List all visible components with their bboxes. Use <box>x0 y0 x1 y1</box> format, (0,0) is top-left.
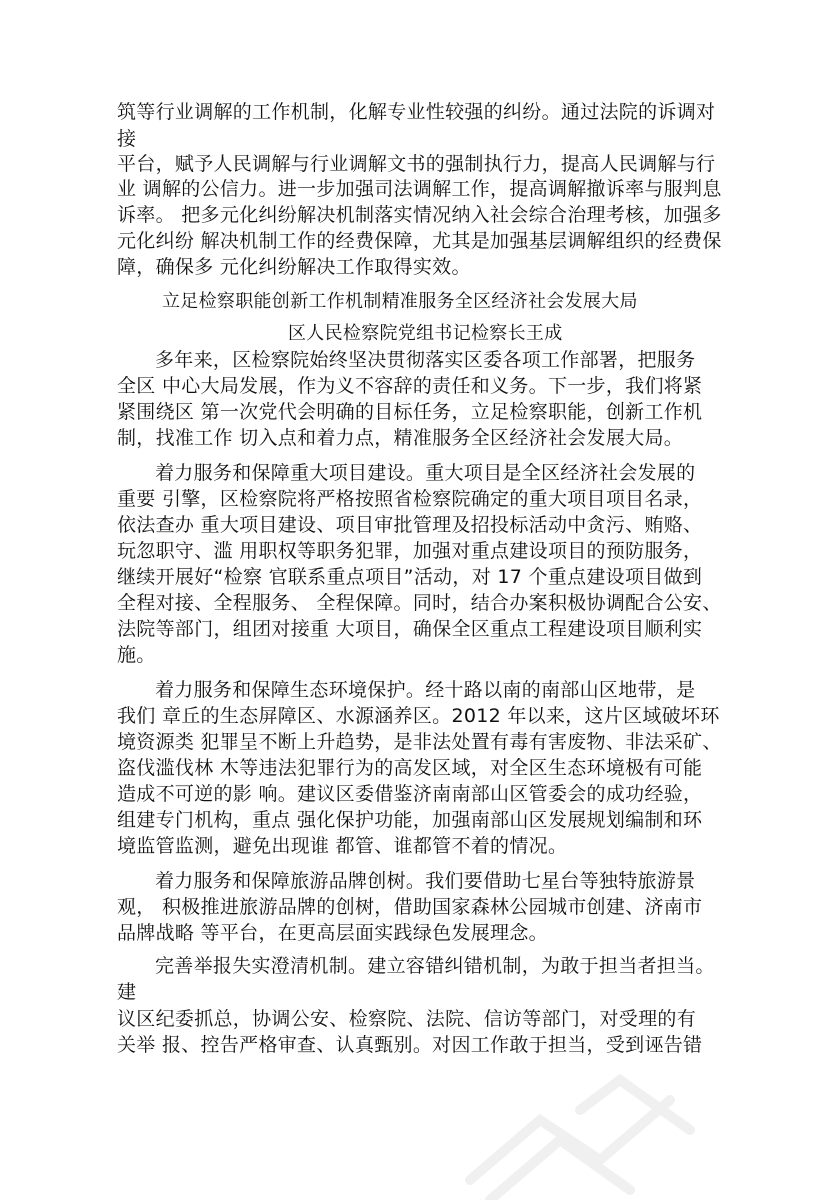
text-line: 境监管监测，避免出现谁 都管、谁都管不着的情况。 <box>117 835 568 857</box>
text-line: 障，确保多 元化纠纷解决工作取得实效。 <box>117 256 471 278</box>
text-line: 境资源类 犯罪呈不断上升趋势，是非法处置有毒有害废物、非法采矿、 <box>117 731 722 753</box>
text-line: 全区 中心大局发展，作为义不容辞的责任和义务。下一步，我们将紧 <box>117 375 703 397</box>
text-line: 元化纠纷 解决机制工作的经费保障，尤其是加强基层调解组织的经费保 <box>117 230 722 252</box>
text-line: 筑等行业调解的工作机制，化解专业性较强的纠纷。通过法院的诉调对 <box>117 101 716 123</box>
text-line: 关举 报、控告严格审查、认真甄别。对因工作敢于担当，受到诬告错 <box>117 1034 703 1056</box>
text-line: 组建专门机构，重点 强化保护功能，加强南部山区发展规划编制和环 <box>117 809 703 831</box>
text-line: 平台，赋予人民调解与行业调解文书的强制执行力，提高人民调解与行 <box>117 153 716 175</box>
text-line: 多年来，区检察院始终坚决贯彻落实区委各项工作部署，把服务 <box>155 349 696 371</box>
text-line: 全程对接、全程服务、 全程保障。同时，结合办案积极协调配合公安、 <box>117 592 722 614</box>
text-line: 品牌战略 等平台，在更高层面实践绿色发展理念。 <box>117 922 548 944</box>
text-line: 完善举报失实澄清机制。建立容错纠错机制，为敢于担当者担当。 <box>155 955 715 977</box>
text-line: 重要 引擎，区检察院将严格按照省检察院确定的重大项目项目名录， <box>117 488 703 510</box>
text-line: 诉率。 把多元化纠纷解决机制落实情况纳入社会综合治理考核，加强多 <box>117 204 722 226</box>
text-line: 我们 章丘的生态屏障区、水源涵养区。2012 年以来，这片区域破坏环 <box>117 705 720 727</box>
text-line: 制，找准工作 切入点和着力点，精准服务全区经济社会发展大局。 <box>117 427 684 449</box>
text-line: 着力服务和保障旅游品牌创树。我们要借助七星台等独特旅游景 <box>155 870 696 892</box>
text-line: 造成不可逆的影 响。建议区委借鉴济南南部山区管委会的成功经验， <box>117 783 703 805</box>
text-line: 业 调解的公信力。进一步加强司法调解工作，提高调解撤诉率与服判息 <box>117 178 722 200</box>
text-line: 着力服务和保障生态环境保护。经十路以南的南部山区地带，是 <box>155 679 696 701</box>
text-line: 着力服务和保障重大项目建设。重大项目是全区经济社会发展的 <box>155 462 696 484</box>
text-line: 盗伐滥伐林 木等违法犯罪行为的高发区域，对全区生态环境极有可能 <box>117 757 703 779</box>
text-line: 观， 积极推进旅游品牌的创树，借助国家森林公园城市创建、济南市 <box>117 896 703 918</box>
text-line: 玩忽职守、滥 用职权等职务犯罪，加强对重点建设项目的预防服务， <box>117 540 703 562</box>
text-line: 继续开展好“检察 官联系重点项目”活动，对 17 个重点建设项目做到 <box>117 566 703 588</box>
text-line: 法院等部门，组团对接重 大项目，确保全区重点工程建设项目顺利实 <box>117 618 703 640</box>
text-line: 紧围绕区 第一次党代会明确的目标任务，立足检察职能，创新工作机 <box>117 401 703 423</box>
text-line: 建 <box>117 981 137 1003</box>
section-heading: 立足检察职能创新工作机制精准服务全区经济社会发展大局 <box>162 291 638 312</box>
text-line: 施。 <box>117 644 156 666</box>
text-line: 接 <box>117 128 137 150</box>
text-line: 依法查办 重大项目建设、项目审批管理及招投标活动中贪污、贿赂、 <box>117 514 703 536</box>
author-line: 区人民检察院党组书记检察长王成 <box>288 323 563 344</box>
text-line: 议区纪委抓总，协调公安、检察院、法院、信访等部门，对受理的有 <box>117 1008 697 1030</box>
